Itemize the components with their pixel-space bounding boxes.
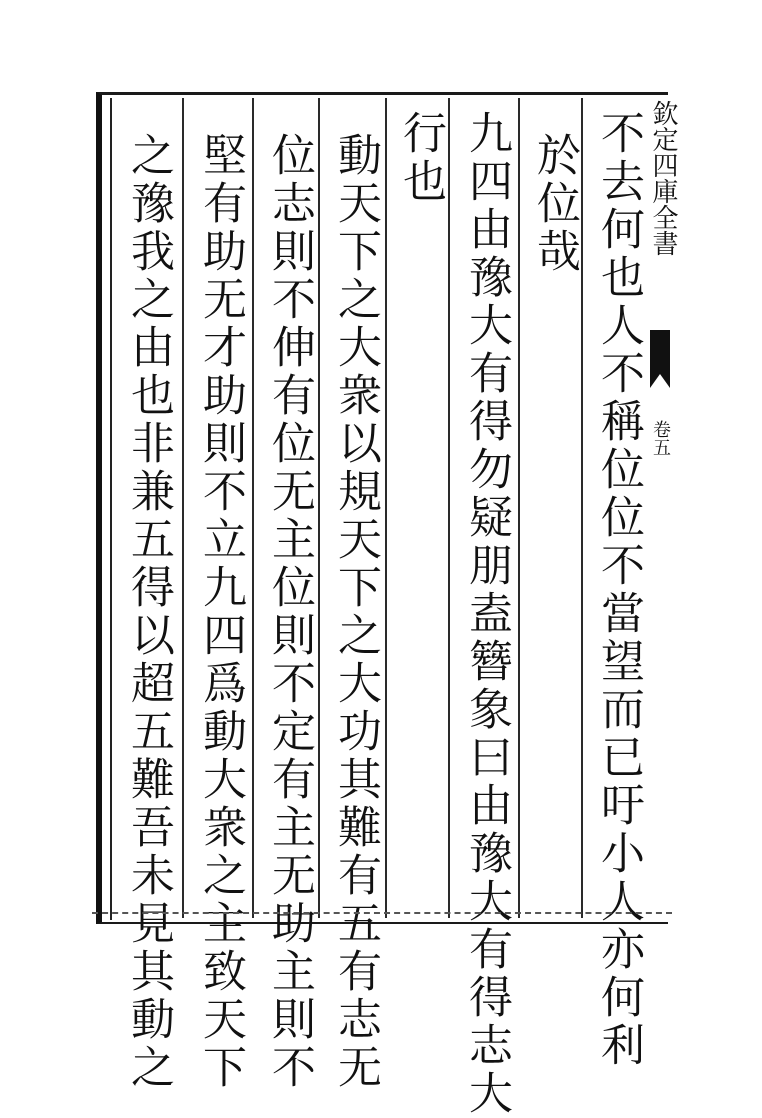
text-column-8: 之豫我之由也非兼五得以超五難吾未見其動之 xyxy=(123,132,174,1092)
column-divider xyxy=(252,98,254,918)
volume-label: 卷五 xyxy=(650,420,671,456)
column-divider xyxy=(385,98,387,918)
text-column-1: 不去何也人不稱位位不當望而已吁小人亦何利 xyxy=(593,110,644,1070)
column-divider xyxy=(182,98,184,918)
text-column-3: 九四由豫大有得勿疑朋盍簪象曰由豫大有得志大 xyxy=(461,110,512,1118)
column-divider xyxy=(518,98,520,918)
text-column-2: 於位哉 xyxy=(529,132,580,276)
fish-tail-mark xyxy=(650,330,670,374)
book-title: 欽定四庫全書 xyxy=(648,100,678,256)
text-column-5: 動天下之大衆以規天下之大功其難有五有志无 xyxy=(330,132,381,1092)
text-column-6: 位志則不伸有位无主位則不定有主无助主則不 xyxy=(264,132,315,1092)
inner-border-rule xyxy=(110,98,112,920)
column-divider xyxy=(448,98,450,918)
column-divider xyxy=(318,98,320,918)
page-edge-seam xyxy=(92,912,672,916)
text-column-4: 行也 xyxy=(395,110,446,206)
text-column-7: 堅有助无才助則不立九四爲動大衆之主致天下 xyxy=(195,132,246,1092)
